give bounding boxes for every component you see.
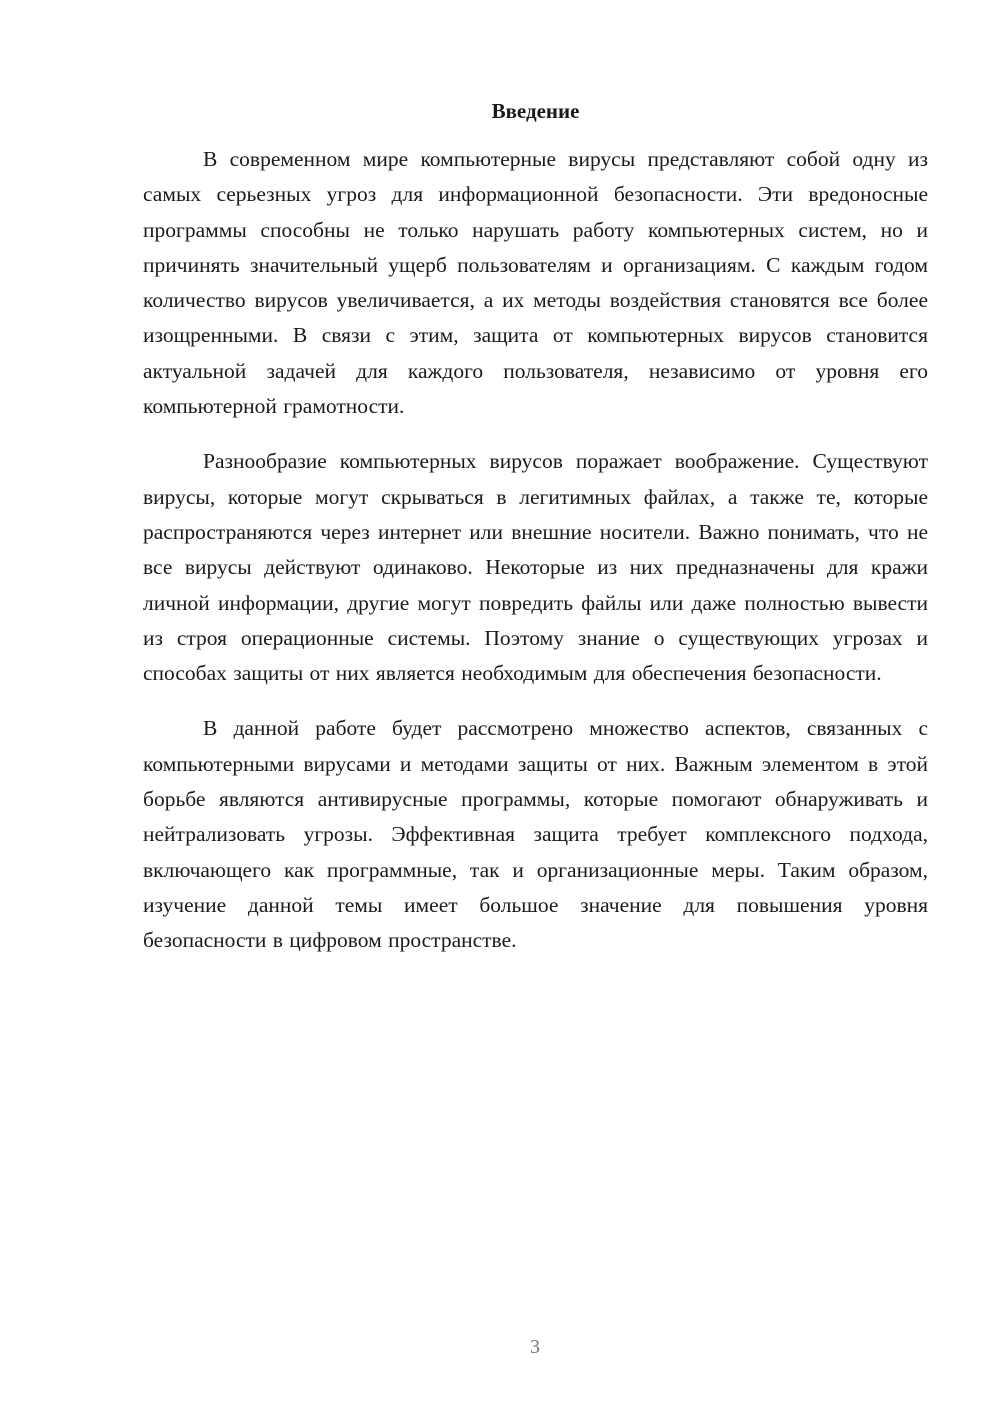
page-number: 3 <box>530 1336 540 1358</box>
paragraph-3: В данной работе будет рассмотрено множество аспектов, связанных с компьютерными вирусами и методами защиты от них. Важным элементом в этой борьбе являются антивирусные программы, которые помогают обнаруживать и нейтрализовать угрозы. Эффективная защита требует комплексного подхода, включающего как программные, так и организационные меры. Таким образом, изучение данной темы имеет большое значение для повышения уровня безопасности в цифровом пространстве. <box>143 716 928 953</box>
document-body <box>143 142 928 979</box>
paragraph-2: Разнообразие компьютерных вирусов поражает воображение. Существуют вирусы, которые могут скрываться в легитимных файлах, а также те, которые распространяются через интернет или внешние носители. Важно понимать, что не все вирусы действуют одинаково. Некоторые из них предназначены для кражи личной информации, другие могут повредить файлы или даже полностью вывести из строя операционные системы. Поэтому знание о существующих угрозах и способах защиты от них является необходимым для обеспечения безопасности. <box>143 449 928 686</box>
paragraph-1: В современном мире компьютерные вирусы представляют собой одну из самых серьезных угроз для информационной безопасности. Эти вредоносные программы способны не только нарушать работу компьютерных систем, но и причинять значительный ущерб пользователям и организациям. С каждым годом количество вирусов увеличивается, а их методы воздействия становятся все более изощренными. В связи с этим, защита от компьютерных вирусов становится актуальной задачей для каждого пользователя, независимо от уровня его компьютерной грамотности. <box>143 147 928 419</box>
page-title: Введение <box>491 99 580 123</box>
